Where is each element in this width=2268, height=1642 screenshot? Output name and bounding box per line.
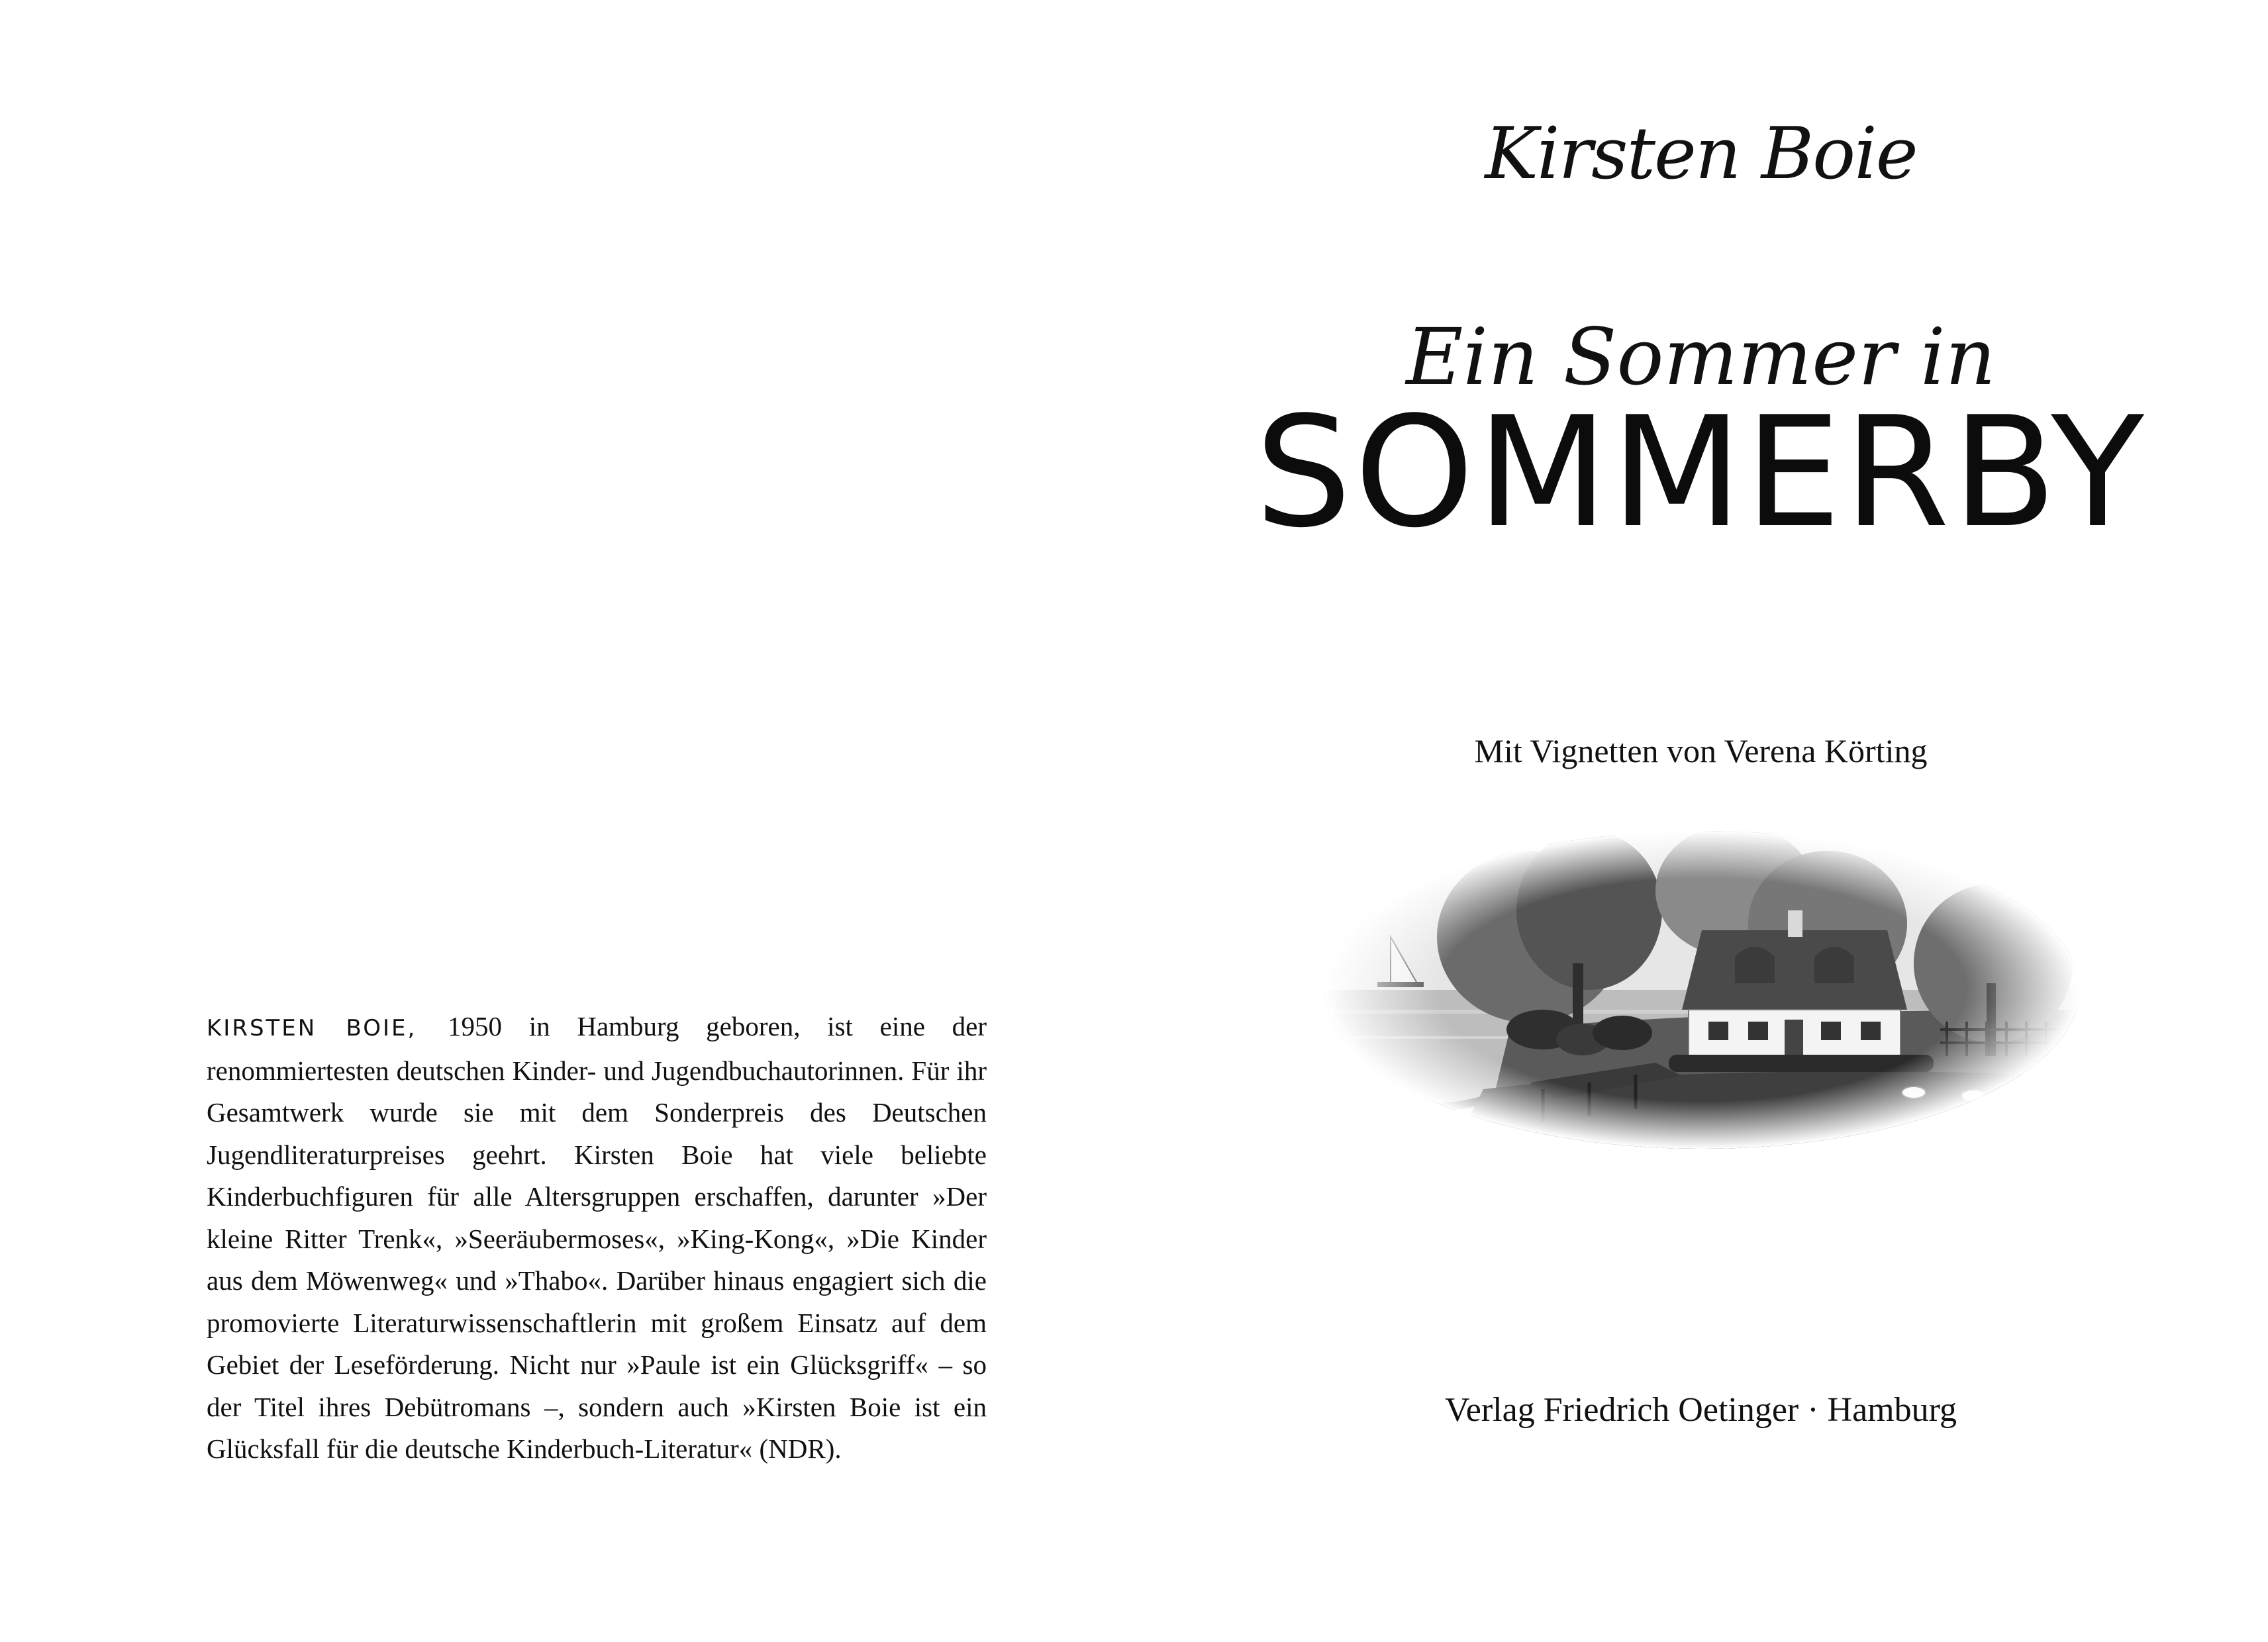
title-line-1: Ein Sommer in [1406,311,1996,403]
title-line-2: SOMMERBY [1255,385,2147,561]
author-name: Kirsten Boie [1485,113,1917,195]
title-page [1134,0,2268,1642]
thatched-cottage-lake-icon [1311,811,2093,1169]
bio-author-name: KIRSTEN BOIE, [207,1015,417,1041]
illustrator-credit: Mit Vignetten von Verena Körting [1474,732,1928,769]
bio-text: 1950 in Hamburg geboren, ist eine der renommiertesten deutschen Kinder- und Jugendbuchautorinnen. Für ihr Gesamtwerk wurde sie mit dem Sonderpreis des Deutschen Jugendliteraturpreises geehrt. Kirsten Boie hat viele beliebte Kinderbuchfiguren für alle Altersgruppen erschaffen, darunter »Der kleine Ritter Trenk«, »Seeräubermoses«, »King-Kong«, »Die Kinder aus dem Möwenweg« und »Thabo«. Darüber hinaus engagiert sich die promovierte Literaturwissenschaftlerin mit großem Einsatz auf dem Gebiet der Leseförderung. Nicht nur »Paule ist ein Glücksgriff« – so der Titel ihres Debütromans –, sondern auch »Kirsten Boie ist ein Glücksfall für die deutsche Kinderbuch-Literatur« (NDR). [207,1011,987,1464]
author-biography [207,1006,987,1471]
publisher-line: Verlag Friedrich Oetinger · Hamburg [1444,1391,1957,1429]
